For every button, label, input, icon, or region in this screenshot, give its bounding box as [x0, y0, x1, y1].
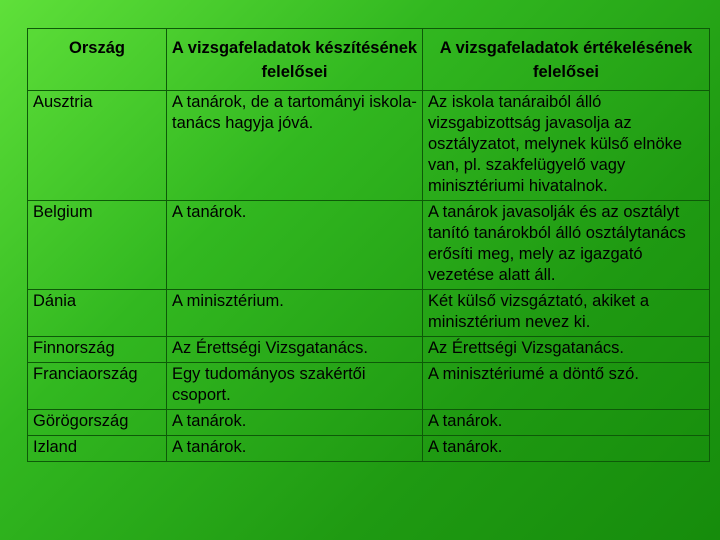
evaluation-cell: A minisztériumé a döntő szó.: [423, 363, 710, 410]
evaluation-cell: A tanárok.: [423, 436, 710, 462]
preparation-cell: A tanárok.: [167, 201, 423, 290]
table-row: [28, 436, 710, 462]
table-header: [28, 29, 710, 91]
table-row: [28, 290, 710, 337]
evaluation-cell: A tanárok.: [423, 410, 710, 436]
preparation-cell: Az Érettségi Vizsgatanács.: [167, 337, 423, 363]
table-row: [28, 410, 710, 436]
country-cell: Izland: [28, 436, 167, 462]
evaluation-cell: A tanárok javasolják és az osztályt tanító tanárokból álló osztálytanács erősíti meg, mely az igazgató vezetése alatt áll.: [423, 201, 710, 290]
table-row: [28, 363, 710, 410]
preparation-cell: A tanárok.: [167, 436, 423, 462]
preparation-cell: A tanárok, de a tartományi iskola-tanács hagyja jóvá.: [167, 91, 423, 201]
evaluation-cell: Két külső vizsgáztató, akiket a minisztérium nevez ki.: [423, 290, 710, 337]
exam-responsibility-table: [27, 28, 710, 462]
table-row: [28, 201, 710, 290]
preparation-cell: Egy tudományos szakértői csoport.: [167, 363, 423, 410]
table-body: [28, 91, 710, 462]
table-row: [28, 91, 710, 201]
country-cell: Belgium: [28, 201, 167, 290]
evaluation-cell: Az Érettségi Vizsgatanács.: [423, 337, 710, 363]
preparation-cell: A tanárok.: [167, 410, 423, 436]
header-country: Ország: [28, 29, 167, 91]
header-preparation: A vizsgafeladatok készítésének felelősei: [167, 29, 423, 91]
evaluation-cell: Az iskola tanáraiból álló vizsgabizottság javasolja az osztályzatot, melynek külső elnöke van, pl. szakfelügyelő vagy minisztériumi hivatalnok.: [423, 91, 710, 201]
preparation-cell: A minisztérium.: [167, 290, 423, 337]
header-row: [28, 29, 710, 91]
country-cell: Görögország: [28, 410, 167, 436]
table-row: [28, 337, 710, 363]
country-cell: Dánia: [28, 290, 167, 337]
country-cell: Ausztria: [28, 91, 167, 201]
header-evaluation: A vizsgafeladatok értékelésének felelősei: [423, 29, 710, 91]
country-cell: Franciaország: [28, 363, 167, 410]
country-cell: Finnország: [28, 337, 167, 363]
